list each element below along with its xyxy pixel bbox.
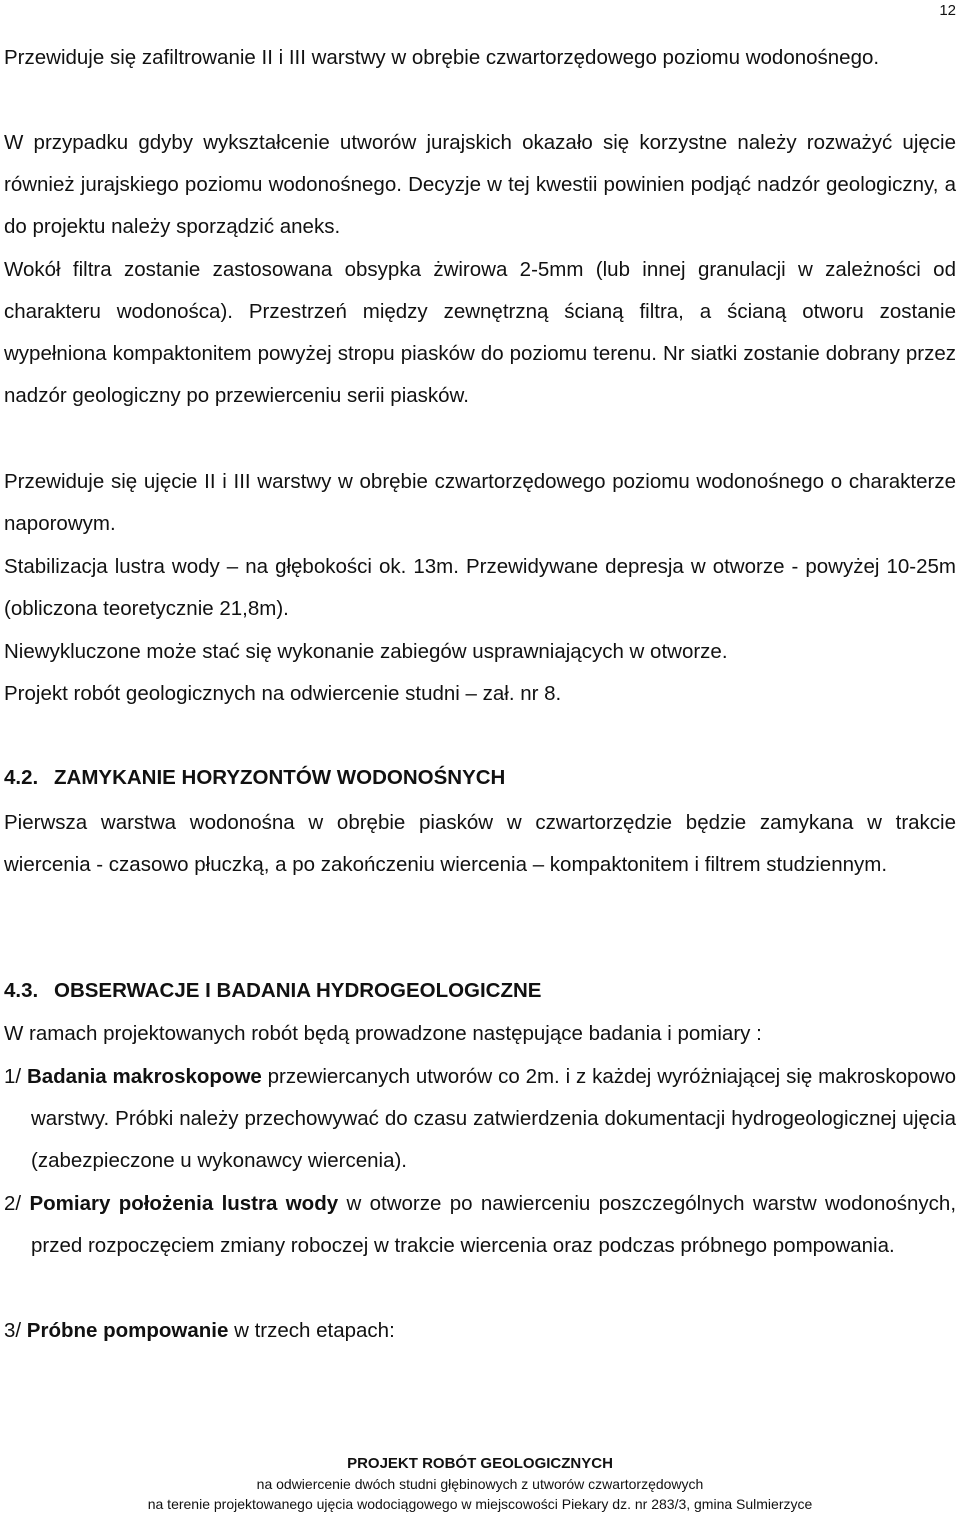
footer-subtitle: na odwiercenie dwóch studni głębinowych z utworów czwartorzędowych [256,1476,704,1492]
paragraph-jurassic-option: W przypadku gdyby wykształcenie utworów jurajskich okazało się korzystne należy rozważyć ujęcie również jurajskiego poziomu wodonośnego. Decyzje w tej kwestii powinien podjąć nadzór geologiczny, a do projektu należy sporządzić aneks. [4,131,956,238]
list-item-bold-label: Próbne pompowanie [26,1319,229,1342]
paragraph-gravel-pack: Wokół filtra zostanie zastosowana obsypka żwirowa 2-5mm (lub innej granulacji w zależności od charakteru wodonośca). Przestrzeń między zewnętrzną ścianą filtra, a ścianą otworu zostanie wypełniona kompaktonitem powyżej stropu piasków do poziomu terenu. Nr siatki zostanie dobrany przez nadzór geologiczny po przewierceniu serii piasków. [4,258,956,407]
page-number: 12 [939,2,956,19]
paragraph-water-level: Stabilizacja lustra wody – na głębokości ok. 13m. Przewidywane depresja w otworze - powyżej 10-25m (obliczona teoretycznie 21,8m). [4,555,956,620]
list-item-bold-label: Badania makroskopowe [26,1065,262,1088]
page-footer [0,1454,960,1514]
list-item-macroscopic: 1/ Badania makroskopowe przewiercanych utworów co 2m. i z każdej wyróżniającej się makroskopowo warstwy. Próbki należy przechowywać do czasu zatwierdzenia dokumentacji hydrogeologicznej ujęcia (zabezpieczone u wykonawcy wiercenia). [4,1065,956,1172]
section-number: 4.2. [4,766,39,789]
list-item-water-level: 2/ Pomiary położenia lustra wody w otworze po nawierceniu poszczególnych warstw wodonośnych, przed rozpoczęciem zmiany roboczej w trakcie wiercenia oraz podczas próbnego pompowania. [4,1192,957,1257]
paragraph-research-intro: W ramach projektowanych robót będą prowadzone następujące badania i pomiary : [4,1022,762,1045]
list-item-test-pumping: 3/ Próbne pompowanie w trzech etapach: [4,1319,395,1342]
paragraph-project-reference: Projekt robót geologicznych na odwiercenie studni – zał. nr 8. [4,682,562,705]
paragraph-closing-horizons: Pierwsza warstwa wodonośna w obrębie piasków w czwartorzędzie będzie zamykana w trakcie wiercenia - czasowo płuczką, a po zakończeniu wiercenia – kompaktonitem i filtrem studziennym. [4,811,956,876]
paragraph-aquifer-intake: Przewiduje się ujęcie II i III warstwy w obrębie czwartorzędowego poziomu wodonośnego o charakterze naporowym. [4,470,956,535]
paragraph-improvement-works: Niewykluczone może stać się wykonanie zabiegów usprawniających w otworze. [4,640,728,663]
section-heading-4-3 [4,970,542,1012]
section-title: OBSERWACJE I BADANIA HYDROGEOLOGICZNE [54,979,542,1002]
section-heading-4-2 [4,757,505,799]
section-number: 4.3. [4,979,39,1002]
section-title: ZAMYKANIE HORYZONTÓW WODONOŚNYCH [54,766,506,789]
footer-location: na terenie projektowanego ujęcia wodociągowego w miejscowości Piekary dz. nr 283/3, gmina Sulmierzyce [147,1496,813,1512]
paragraph-filter-layers: Przewiduje się zafiltrowanie II i III warstwy w obrębie czwartorzędowego poziomu wodonośnego. [4,46,880,69]
footer-title: PROJEKT ROBÓT GEOLOGICZNYCH [347,1455,613,1472]
list-item-bold-label: Pomiary położenia lustra wody [29,1192,339,1215]
